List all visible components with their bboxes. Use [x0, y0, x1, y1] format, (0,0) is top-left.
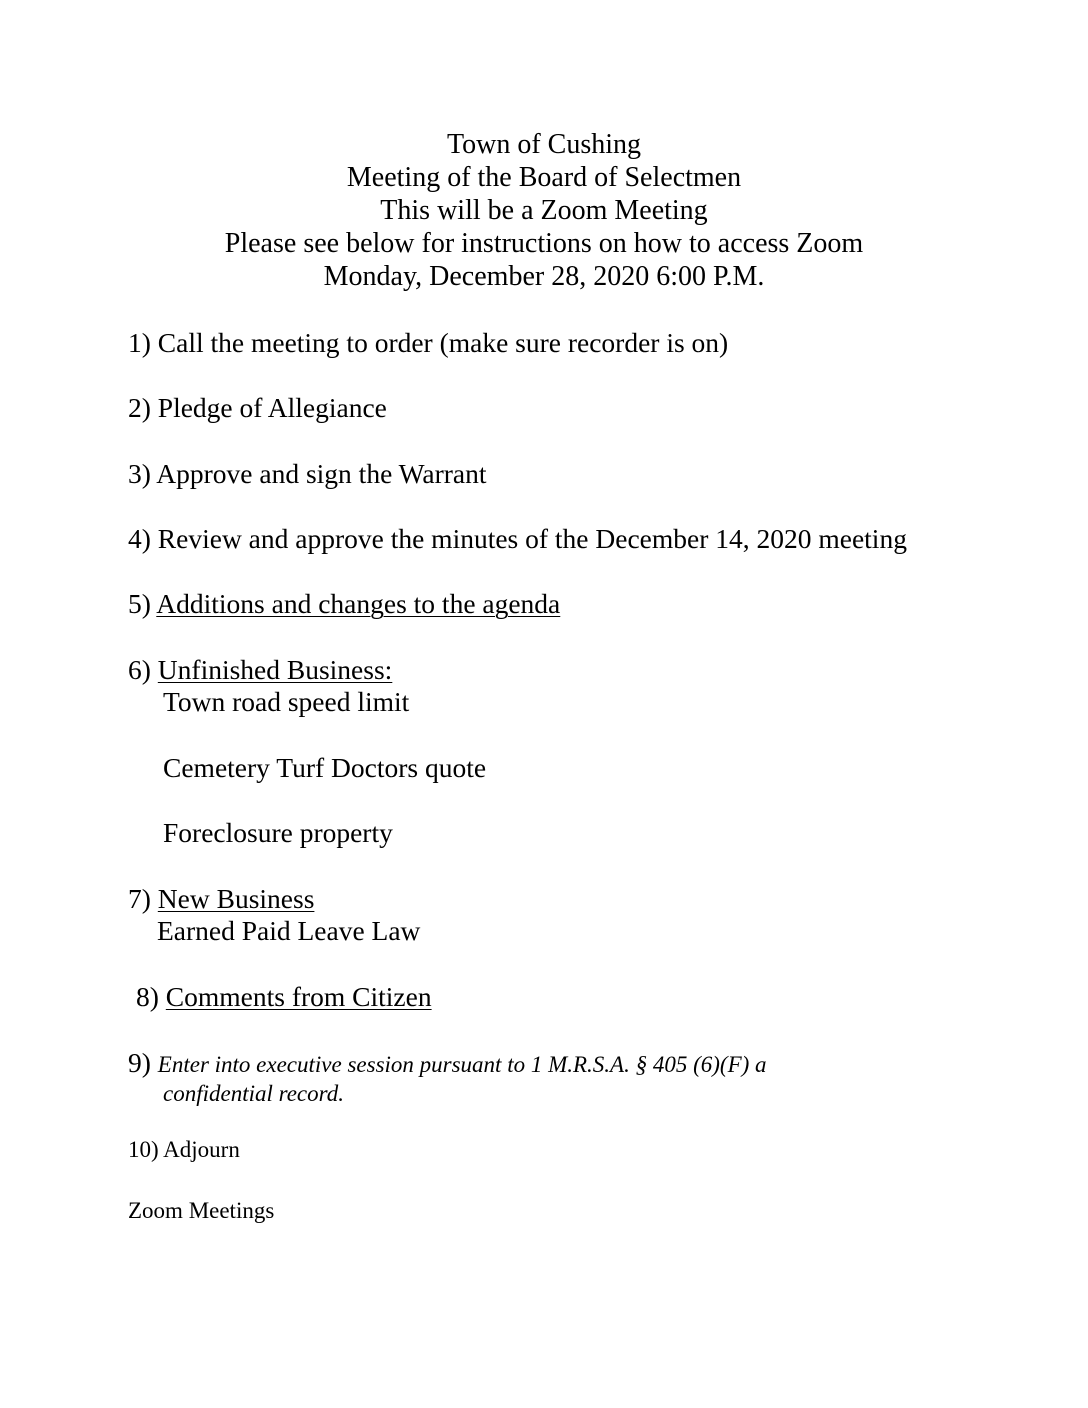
agenda-item-7-number: 7) [128, 883, 151, 914]
agenda-item-4-text: Review and approve the minutes of the December 14, 2020 meeting [157, 523, 907, 554]
agenda-item-4 [128, 525, 907, 553]
town-title: Town of Cushing [446, 129, 642, 160]
agenda-item-9-text-continued: confidential record. [163, 1081, 344, 1106]
agenda-item-6-text: Unfinished Business: [157, 654, 393, 685]
agenda-item-9 [128, 1049, 767, 1077]
agenda-item-6-subitem: Town road speed limit [163, 686, 410, 717]
agenda-item-7-text: New Business [157, 883, 315, 914]
agenda-item-9-text: Enter into executive session pursuant to 1 M.R.S.A. § 405 (6)(F) a [157, 1052, 767, 1077]
agenda-item-8-text: Comments from Citizen [165, 981, 432, 1012]
agenda-item-1 [128, 329, 728, 357]
agenda-item-10 [128, 1138, 240, 1161]
agenda-item-1-number: 1) [128, 327, 151, 358]
zoom-notice: This will be a Zoom Meeting [380, 195, 708, 226]
agenda-item-6-number: 6) [128, 654, 151, 685]
zoom-instructions-note: Please see below for instructions on how to access Zoom [224, 228, 864, 259]
agenda-item-6-subitem: Cemetery Turf Doctors quote [163, 752, 487, 783]
agenda-item-6-subitem: Foreclosure property [163, 817, 393, 848]
agenda-item-2 [128, 394, 387, 422]
agenda-item-2-text: Pledge of Allegiance [157, 392, 387, 423]
agenda-item-10-number: 10) [128, 1137, 159, 1162]
agenda-item-1-text: Call the meeting to order (make sure recorder is on) [157, 327, 729, 358]
agenda-item-3-text: Approve and sign the Warrant [156, 458, 487, 489]
agenda-item-5-text: Additions and changes to the agenda [156, 588, 561, 619]
agenda-item-7-subitem: Earned Paid Leave Law [157, 915, 421, 946]
agenda-item-3 [128, 460, 487, 488]
agenda-item-7 [128, 885, 314, 913]
agenda-item-2-number: 2) [128, 392, 151, 423]
agenda-item-4-number: 4) [128, 523, 151, 554]
agenda-item-8 [136, 983, 432, 1011]
agenda-item-5-number: 5) [128, 588, 151, 619]
agenda-item-6 [128, 656, 392, 684]
meeting-date: Monday, December 28, 2020 6:00 P.M. [323, 261, 765, 292]
meeting-title: Meeting of the Board of Selectmen [346, 162, 742, 193]
agenda-item-10-text: Adjourn [163, 1137, 240, 1162]
agenda-item-3-number: 3) [128, 458, 151, 489]
zoom-meetings-heading: Zoom Meetings [128, 1198, 275, 1223]
agenda-item-5 [128, 590, 560, 618]
agenda-item-9-number: 9) [128, 1047, 151, 1078]
agenda-item-8-number: 8) [136, 981, 159, 1012]
